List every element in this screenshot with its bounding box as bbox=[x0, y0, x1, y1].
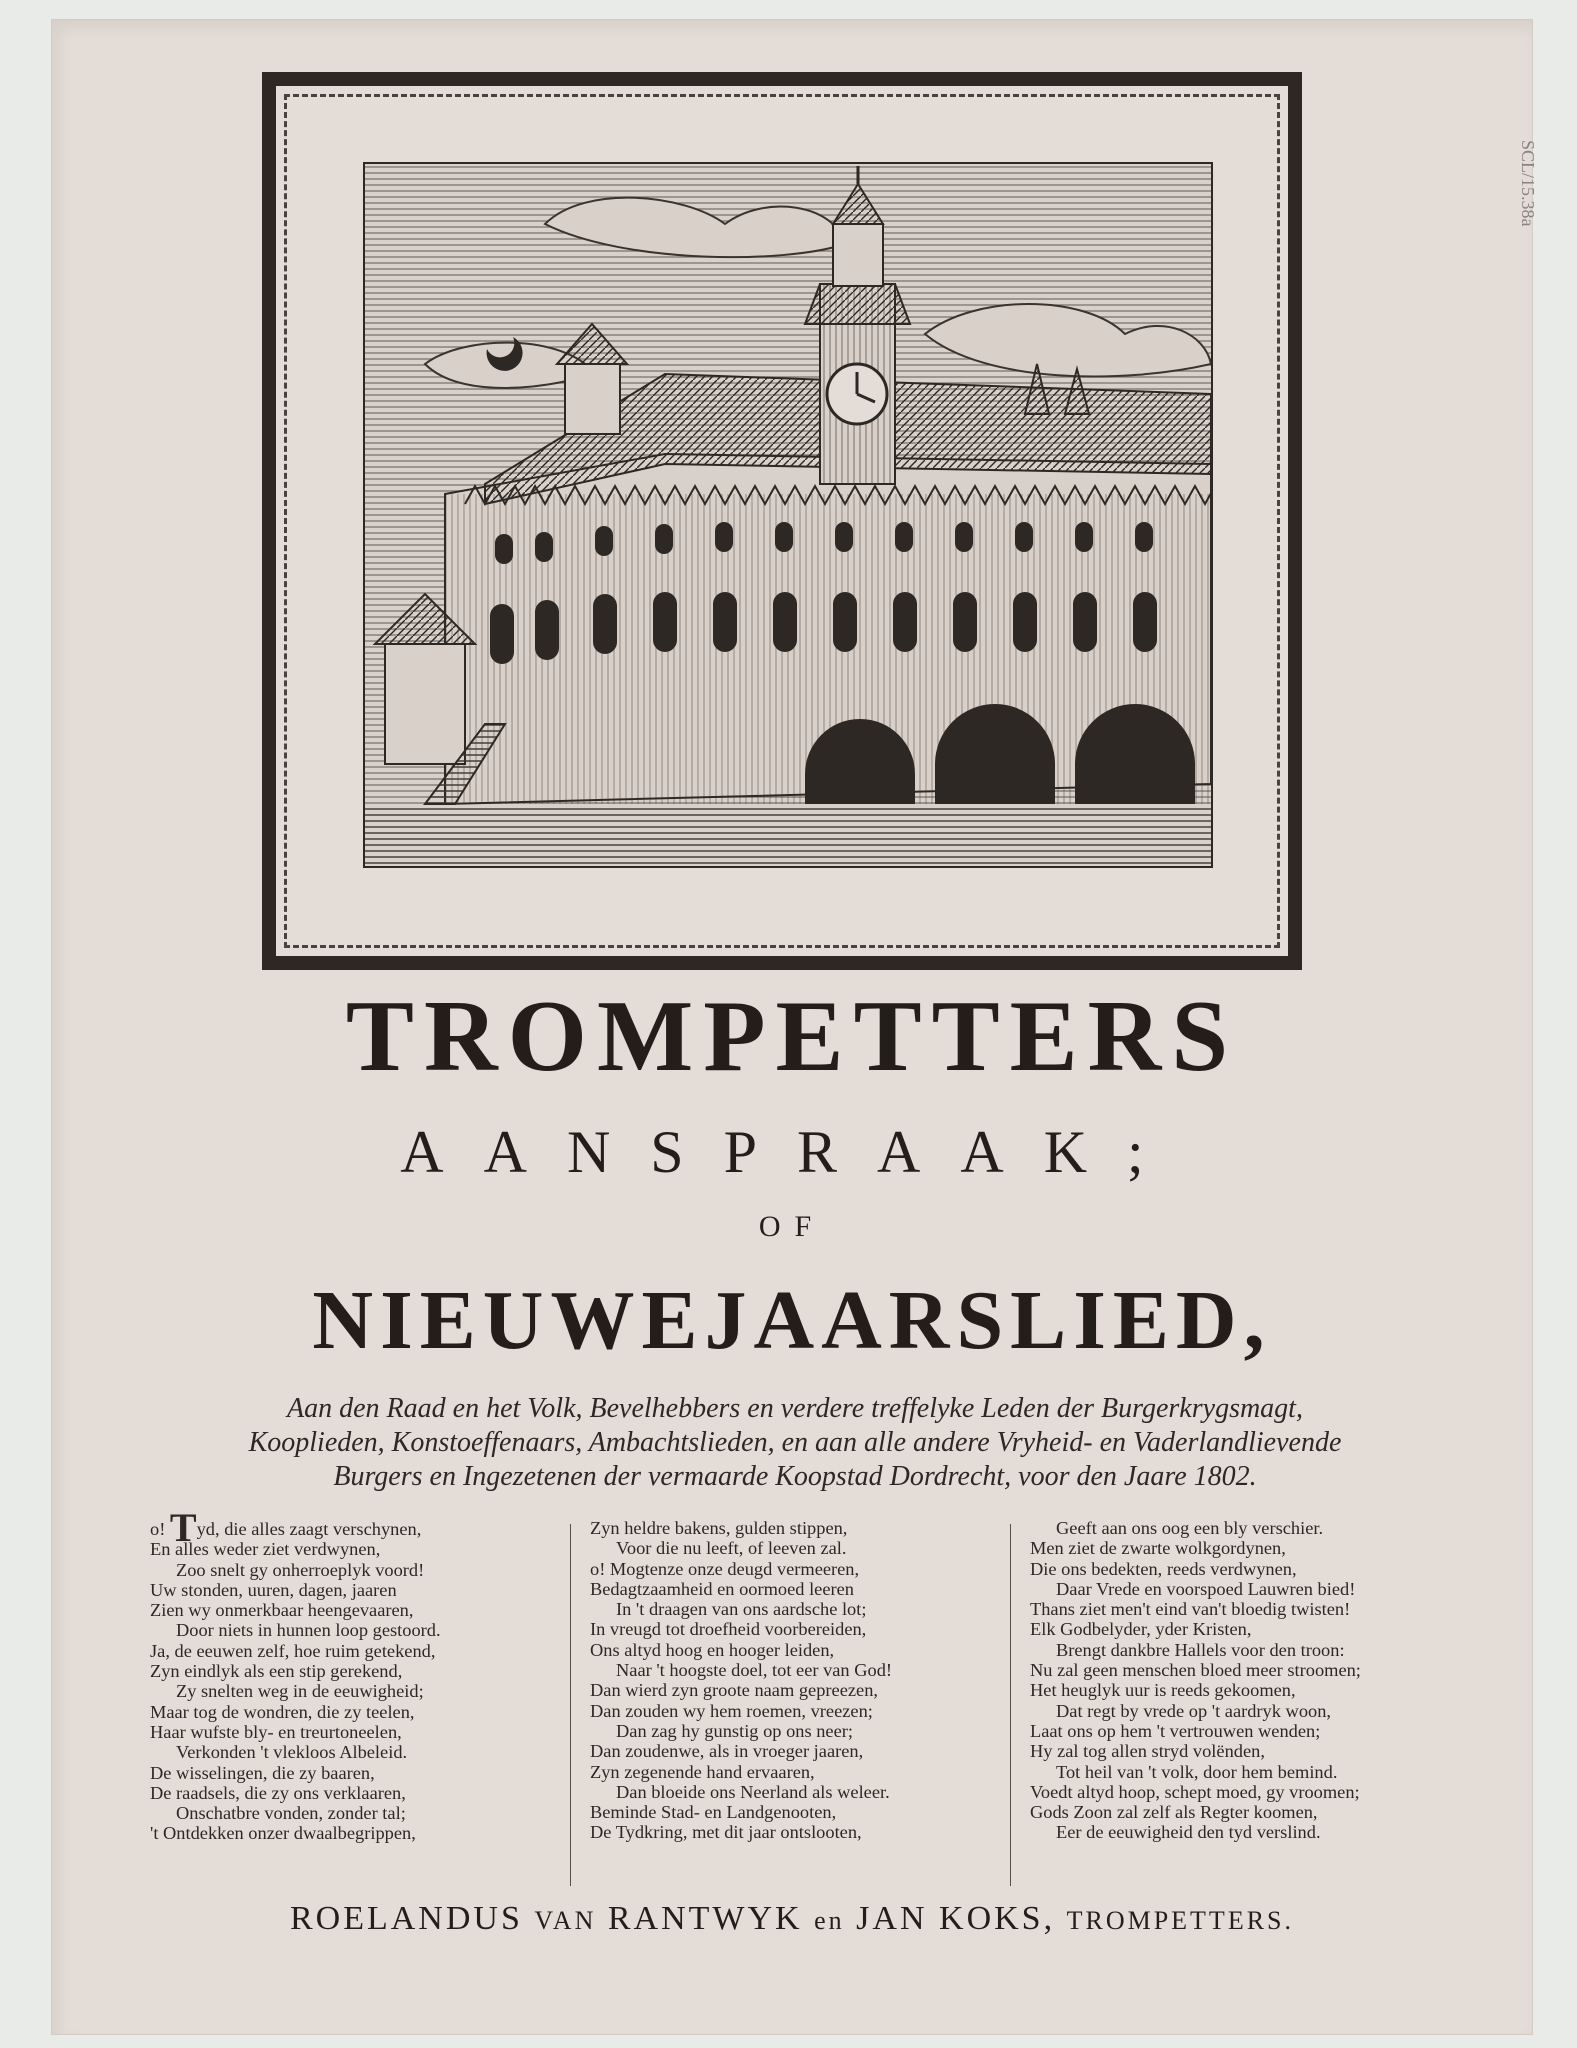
poem-line: Gods Zoon zal zelf als Regter koomen, bbox=[1030, 1802, 1318, 1823]
poem-line-prefix: o! bbox=[150, 1519, 170, 1539]
title-trompetters: TROMPETTERS bbox=[345, 980, 1239, 1093]
poem-line: Hy zal tog allen stryd volënden, bbox=[1030, 1741, 1265, 1762]
town-hall-woodcut bbox=[363, 162, 1213, 868]
poem-line: Voedt altyd hoop, schept moed, gy vroomen; bbox=[1030, 1781, 1360, 1802]
poem-line: Haar wufste bly- en treurtoneelen, bbox=[150, 1721, 402, 1742]
poem-line: En alles weder ziet verdwynen, bbox=[150, 1539, 381, 1560]
poem-line: Uw stonden, uuren, dagen, jaaren bbox=[150, 1579, 397, 1600]
poem-line-rest: yd, die alles zaagt verschynen, bbox=[196, 1519, 422, 1539]
poem-line: Zien wy onmerkbaar heengevaaren, bbox=[150, 1600, 414, 1621]
poem-line: Die ons bedekten, reeds verdwynen, bbox=[1030, 1558, 1297, 1579]
poem-line: Verkonden 't vlekloos Albeleid. bbox=[176, 1742, 408, 1763]
dedication bbox=[140, 1392, 1450, 1494]
signature-role: TROMPETTERS. bbox=[1066, 1906, 1295, 1935]
poem-line: Voor die nu leeft, of leeven zal. bbox=[616, 1538, 847, 1559]
poem-line: Laat ons op hem 't vertrouwen wenden; bbox=[1030, 1720, 1321, 1741]
poem-line: Naar 't hoogste doel, tot eer van God! bbox=[616, 1660, 893, 1681]
poem-line: Beminde Stad- en Landgenooten, bbox=[590, 1802, 837, 1823]
poem-line: Elk Godbelyder, yder Kristen, bbox=[1030, 1619, 1252, 1640]
poem-line: Dan zoudenwe, als in vroeger jaaren, bbox=[590, 1741, 864, 1762]
poem-line: Ons altyd hoog en hooger leiden, bbox=[590, 1639, 835, 1660]
woodcut-illustration bbox=[365, 164, 1211, 866]
poem-column-1 bbox=[150, 1505, 550, 1884]
column-divider bbox=[1010, 1524, 1011, 1886]
poem-line: Maar tog de wondren, die zy teelen, bbox=[150, 1701, 415, 1722]
poem-column-2 bbox=[590, 1518, 990, 1884]
signature-name: RANTWYK bbox=[607, 1900, 803, 1937]
poem-line: Dan bloeide ons Neerland als weleer. bbox=[616, 1781, 890, 1802]
dedication-line: Burgers en Ingezetenen der vermaarde Koopstad Dordrecht, voor den Jaare 1802. bbox=[333, 1461, 1257, 1492]
poem-line: Zyn heldre bakens, gulden stippen, bbox=[590, 1518, 848, 1538]
poem-line: In vreugd tot droefheid voorbereiden, bbox=[590, 1619, 867, 1640]
column-divider bbox=[570, 1524, 571, 1886]
signature-en: en bbox=[814, 1906, 845, 1935]
poem-line: Ja, de eeuwen zelf, hoe ruim getekend, bbox=[150, 1640, 436, 1661]
poem-line: Zyn eindlyk als een stip gerekend, bbox=[150, 1661, 403, 1682]
title-of: OF bbox=[758, 1210, 826, 1243]
signature-line bbox=[52, 1900, 1532, 1938]
archive-margin-note: SCL/15.38a bbox=[1518, 140, 1538, 227]
poem-line: In 't draagen van ons aardsche lot; bbox=[616, 1599, 867, 1620]
title-nieuwejaarslied: NIEUWEJAARSLIED, bbox=[312, 1274, 1272, 1367]
signature-name: JAN KOKS, bbox=[856, 1900, 1056, 1937]
poem-line: Bedagtzaamheid en oormoed leeren bbox=[590, 1578, 854, 1599]
poem-line: Geeft aan ons oog een bly verschier. bbox=[1056, 1518, 1324, 1538]
poem-line: Thans ziet men't eind van't bloedig twisten! bbox=[1030, 1599, 1351, 1620]
poem-line: Door niets in hunnen loop gestoord. bbox=[176, 1620, 441, 1641]
dedication-line: Kooplieden, Konstoeffenaars, Ambachtslieden, en aan alle andere Vryheid- en Vaderlandlievende bbox=[248, 1427, 1342, 1458]
poem-line: Dan zouden wy hem roemen, vreezen; bbox=[590, 1700, 873, 1721]
poem-line: Onschatbre vonden, zonder tal; bbox=[176, 1803, 406, 1824]
poem-line: Brengt dankbre Hallels voor den troon: bbox=[1056, 1639, 1345, 1660]
poem-line: Dan zag hy gunstig op ons neer; bbox=[616, 1720, 853, 1741]
poem-line: Het heuglyk uur is reeds gekoomen, bbox=[1030, 1680, 1296, 1701]
poem-line: Nu zal geen menschen bloed meer stroomen; bbox=[1030, 1660, 1361, 1681]
dedication-line: Aan den Raad en het Volk, Bevelhebbers en verdere treffelyke Leden der Burgerkrygsmagt, bbox=[287, 1393, 1303, 1424]
poem-line: Eer de eeuwigheid den tyd verslind. bbox=[1056, 1822, 1321, 1843]
poem-line: Zoo snelt gy onherroeplyk voord! bbox=[176, 1559, 425, 1580]
poem-line: Zy snelten weg in de eeuwigheid; bbox=[176, 1681, 424, 1702]
poem-columns bbox=[150, 1505, 1410, 1886]
poem-line: o! Mogtenze onze deugd vermeeren, bbox=[590, 1558, 860, 1579]
signature-name: ROELANDUS bbox=[289, 1900, 523, 1937]
poem-line: De raadsels, die zy ons verklaaren, bbox=[150, 1782, 406, 1803]
poem-line: Dat regt by vrede op 't aardryk woon, bbox=[1056, 1700, 1331, 1721]
poem-line: 't Ontdekken onzer dwaalbegrippen, bbox=[150, 1823, 416, 1844]
poem-line: Tot heil van 't volk, door hem bemind. bbox=[1056, 1761, 1338, 1782]
poem-line: Daar Vrede en voorspoed Lauwren bied! bbox=[1056, 1578, 1356, 1599]
poem-line: Men ziet de zwarte wolkgordynen, bbox=[1030, 1538, 1286, 1559]
signature-van: VAN bbox=[534, 1906, 597, 1935]
poem-line: Zyn zegenende hand ervaaren, bbox=[590, 1761, 815, 1782]
poem-line: De Tydkring, met dit jaar ontslooten, bbox=[590, 1822, 862, 1843]
poem-line: Dan wierd zyn groote naam gepreezen, bbox=[590, 1680, 878, 1701]
title-aanspraak: AANSPRAAK; bbox=[400, 1119, 1184, 1185]
poem-column-3 bbox=[1030, 1518, 1450, 1884]
drop-cap: T bbox=[169, 1505, 197, 1550]
poem-line: De wisselingen, die zy baaren, bbox=[150, 1762, 375, 1783]
